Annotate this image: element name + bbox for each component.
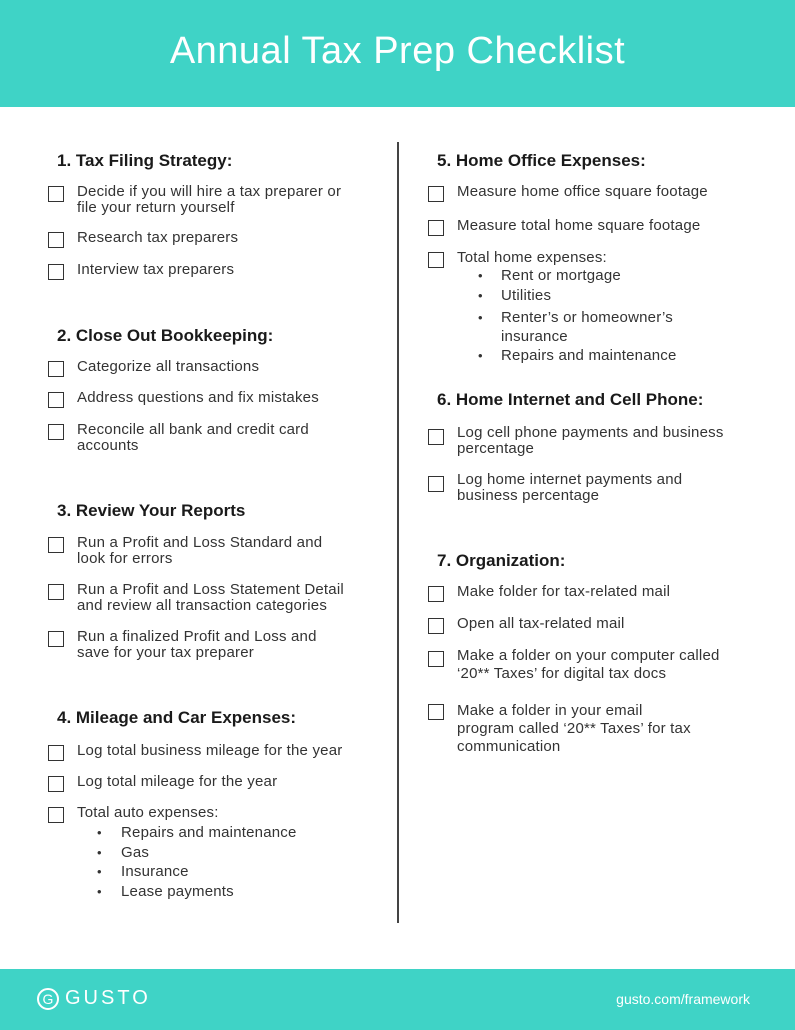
checkbox[interactable] (48, 232, 64, 248)
checkbox[interactable] (48, 807, 64, 823)
section-title: 1. Tax Filing Strategy: (57, 151, 233, 170)
section-title: 5. Home Office Expenses: (437, 151, 646, 170)
bullet-item: • Repairs and maintenance (478, 347, 677, 364)
item-label: Make a folder on your computer called ‘20** Taxes’ for digital tax docs (457, 647, 720, 682)
footer-banner (0, 969, 795, 1030)
item-label: Run a finalized Profit and Loss and save for your tax preparer (77, 628, 317, 661)
item-label: Address questions and fix mistakes (77, 389, 319, 406)
item-label: Reconcile all bank and credit card accounts (77, 421, 309, 454)
checkbox[interactable] (428, 586, 444, 602)
page-title: Annual Tax Prep Checklist (169, 30, 626, 72)
item-label: Log total mileage for the year (77, 773, 278, 790)
checkbox[interactable] (428, 220, 444, 236)
gusto-logo-icon: G (37, 988, 59, 1010)
item-label: Run a Profit and Loss Statement Detail and review all transaction categories (77, 581, 344, 614)
item-label: Decide if you will hire a tax preparer or file your return yourself (77, 183, 342, 216)
checkbox[interactable] (428, 252, 444, 268)
bullet-item: • Utilities (478, 287, 552, 304)
item-label: Log cell phone payments and business percentage (457, 424, 724, 457)
item-label: Run a Profit and Loss Standard and look for errors (77, 534, 323, 567)
item-label: Measure total home square footage (457, 217, 701, 234)
item-label: Make folder for tax-related mail (457, 583, 671, 600)
gusto-logo-text: GUSTO (65, 987, 151, 1009)
checkbox[interactable] (428, 429, 444, 445)
item-label: Total auto expenses: (77, 804, 219, 821)
bullet-item: • Renter’s or homeowner’s insurance (478, 309, 673, 345)
checkbox[interactable] (428, 186, 444, 202)
section-title: 3. Review Your Reports (57, 501, 246, 520)
item-label: Total home expenses: (457, 249, 607, 266)
item-label: Make a folder in your email program called ‘20** Taxes’ for tax communication (457, 702, 691, 755)
checkbox[interactable] (428, 618, 444, 634)
bullet-item: • Repairs and maintenance (97, 824, 297, 841)
column-divider (397, 142, 399, 923)
bullet-item: • Gas (97, 844, 150, 861)
item-label: Measure home office square footage (457, 183, 708, 200)
item-label: Log home internet payments and business percentage (457, 471, 683, 504)
section-title: 4. Mileage and Car Expenses: (57, 708, 297, 727)
checkbox[interactable] (428, 476, 444, 492)
item-label: Open all tax-related mail (457, 615, 625, 632)
section-title: 6. Home Internet and Cell Phone: (437, 390, 704, 409)
checkbox[interactable] (48, 745, 64, 761)
bullet-item: • Insurance (97, 863, 189, 880)
footer-link[interactable]: gusto.com/framework (616, 991, 750, 1007)
header-banner (0, 0, 795, 107)
checkbox[interactable] (48, 392, 64, 408)
item-label: Log total business mileage for the year (77, 742, 343, 759)
checkbox[interactable] (48, 631, 64, 647)
item-label: Research tax preparers (77, 229, 239, 246)
checkbox[interactable] (48, 584, 64, 600)
checkbox[interactable] (48, 264, 64, 280)
checkbox[interactable] (428, 651, 444, 667)
item-label: Interview tax preparers (77, 261, 235, 278)
checkbox[interactable] (48, 776, 64, 792)
item-label: Categorize all transactions (77, 358, 260, 375)
gusto-logo[interactable] (37, 987, 151, 1010)
bullet-item: • Rent or mortgage (478, 267, 621, 284)
checkbox[interactable] (48, 186, 64, 202)
section-title: 2. Close Out Bookkeeping: (57, 326, 274, 345)
section-title: 7. Organization: (437, 551, 566, 570)
checkbox[interactable] (428, 704, 444, 720)
checkbox[interactable] (48, 424, 64, 440)
checkbox[interactable] (48, 537, 64, 553)
checkbox[interactable] (48, 361, 64, 377)
bullet-item: • Lease payments (97, 883, 234, 900)
